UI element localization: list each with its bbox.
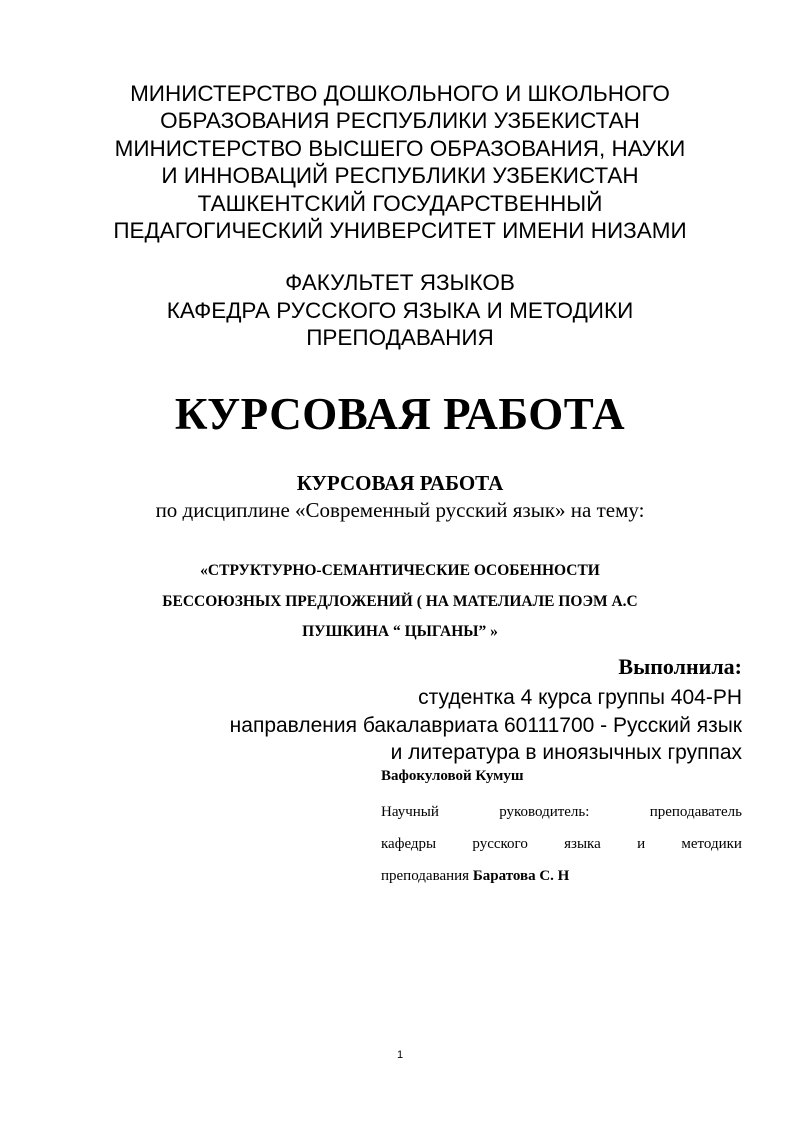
discipline-line: по дисциплине «Современный русский язык» на тему:	[155, 498, 645, 522]
header-line: ТАШКЕНТСКИЙ ГОСУДАРСТВЕННЫЙ	[197, 190, 603, 216]
advisor-word: кафедры	[381, 836, 437, 852]
advisor-word: руководитель:	[499, 804, 590, 820]
advisor-info	[381, 796, 742, 892]
header-line: ОБРАЗОВАНИЯ РЕСПУБЛИКИ УЗБЕКИСТАН	[160, 108, 640, 134]
coursework-topic	[60, 556, 740, 648]
advisor-line	[381, 860, 742, 892]
sub-title: КУРСОВАЯ РАБОТА	[296, 471, 504, 495]
faculty-line: ФАКУЛЬТЕТ ЯЗЫКОВ	[285, 270, 515, 295]
advisor-word: преподаватель	[649, 804, 742, 820]
performed-label: Выполнила:	[618, 654, 742, 679]
faculty-line: КАФЕДРА РУССКОГО ЯЗЫКА И МЕТОДИКИ	[166, 297, 634, 323]
student-name: Вафокуловой Кумуш	[381, 768, 524, 784]
header-line: ПЕДАГОГИЧЕСКИЙ УНИВЕРСИТЕТ ИМЕНИ НИЗАМИ	[113, 218, 687, 244]
header-line: МИНИСТЕРСТВО ДОШКОЛЬНОГО И ШКОЛЬНОГО	[130, 81, 670, 106]
student-info	[142, 684, 742, 767]
faculty-line: ПРЕПОДАВАНИЯ	[306, 325, 494, 351]
main-title: КУРСОВАЯ РАБОТА	[174, 389, 626, 439]
advisor-word: Научный	[381, 804, 439, 820]
topic-line: «СТРУКТУРНО-СЕМАНТИЧЕСКИЕ ОСОБЕННОСТИ	[200, 562, 600, 579]
advisor-word: языка	[564, 836, 601, 852]
topic-line: ПУШКИНА “ ЦЫГАНЫ” »	[302, 623, 498, 640]
student-line: и литература в иноязычных группах	[390, 741, 742, 764]
advisor-name: Баратова С. Н	[472, 868, 570, 884]
advisor-line	[381, 796, 742, 828]
header-line: И ИННОВАЦИЙ РЕСПУБЛИКИ УЗБЕКИСТАН	[161, 163, 639, 189]
ministry-header	[60, 80, 740, 244]
faculty-department	[60, 269, 740, 352]
advisor-word: и	[637, 836, 646, 852]
header-line: МИНИСТЕРСТВО ВЫСШЕГО ОБРАЗОВАНИЯ, НАУКИ	[114, 135, 686, 161]
advisor-word: русского	[472, 836, 528, 852]
advisor-word: преподавания	[381, 868, 473, 884]
advisor-word: методики	[681, 836, 742, 852]
student-line: направления бакалавриата 60111700 - Русский язык	[229, 713, 742, 737]
page-number: 1	[396, 1049, 404, 1061]
advisor-line	[381, 828, 742, 860]
student-line: студентка 4 курса группы 404-РН	[418, 686, 742, 709]
topic-line: БЕССОЮЗНЫХ ПРЕДЛОЖЕНИЙ ( НА МАТЕЛИАЛЕ ПОЭМ А.С	[162, 592, 638, 610]
